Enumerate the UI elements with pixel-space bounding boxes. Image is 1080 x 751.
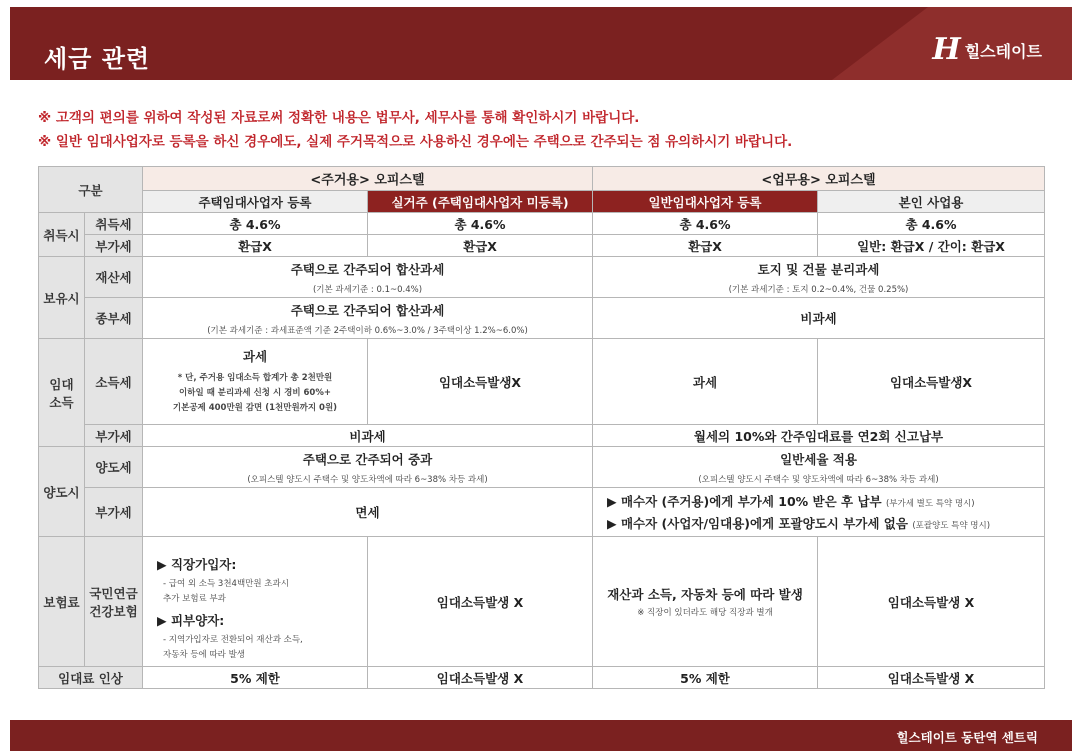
row-label-transfer-tax: 양도세	[85, 447, 143, 488]
cell-value: 임대소득발생X	[818, 339, 1045, 425]
employee-heading: ▶ 직장가입자:	[157, 557, 237, 572]
cell-text: 재산과 소득, 자동차 등에 따라 발생	[607, 587, 803, 602]
row-label-income-tax: 소득세	[85, 339, 143, 425]
cell-value: 총 4.6%	[593, 213, 818, 235]
header-residential: <주거용> 오피스텔	[143, 167, 593, 191]
row-label-acq-vat: 부가세	[85, 235, 143, 257]
page-title: 세금 관련	[44, 45, 151, 73]
cell-rent-vat-res: 비과세	[143, 425, 593, 447]
footer-text: 힐스테이트 동탄역 센트릭	[896, 730, 1038, 745]
cell-note: (기본 과세기준 : 과세표준액 기준 2주택이하 0.6%~3.0% / 3주택이상 1.2%~6.0%)	[207, 325, 528, 336]
cell-income-rental-registered	[143, 339, 368, 425]
sub-header-own-business: 본인 사업용	[818, 191, 1045, 213]
cell-text: 주택으로 간주되어 합산과세	[290, 302, 445, 318]
tax-table	[38, 166, 1045, 689]
cell-note: * 단, 주거용 임대소득 합계가 총 2천만원	[177, 373, 333, 383]
sub-header-owner-occupied: 실거주 (주택임대사업자 미등록)	[368, 191, 593, 213]
cell-comp-bus: 비과세	[593, 298, 1045, 339]
cell-text: 주택으로 간주되어 합산과세	[290, 261, 445, 277]
notice-1: ※ 고객의 편의를 위하여 작성된 자료로써 정확한 내용은 법무사, 세무사를 통해 확인하시기 바랍니다.	[38, 110, 640, 126]
group-rental-income: 임대 소득	[39, 339, 85, 447]
cell-value: 환급X	[593, 235, 818, 257]
brand-logo	[932, 32, 1042, 67]
header-business: <업무용> 오피스텔	[593, 167, 1045, 191]
cell-value: 임대소득발생X	[368, 339, 593, 425]
cell-property-bus	[593, 257, 1045, 298]
group-acquisition: 취득시	[39, 213, 85, 257]
row-label-property-tax: 재산세	[85, 257, 143, 298]
group-transfer: 양도시	[39, 447, 85, 537]
cell-note: 기본공제 400만원 감면 (1천만원까지 0원)	[172, 403, 338, 413]
cell-note: ※ 직장이 있더라도 해당 직장과 별개	[637, 608, 773, 618]
cell-note: (부가세 별도 특약 명시)	[885, 499, 975, 509]
row-label-pension-health: 국민연금 건강보험	[85, 537, 143, 667]
cell-insurance-general-rental	[593, 537, 818, 667]
group-holding: 보유시	[39, 257, 85, 339]
row-label-comprehensive-tax: 종부세	[85, 298, 143, 339]
logo-name: 힐스테이트	[964, 41, 1042, 61]
cell-value: 5% 제한	[593, 667, 818, 689]
cell-note: (오피스텔 양도시 주택수 및 양도차액에 따라 6~38% 차등 과세)	[698, 474, 939, 485]
cell-text: 일반세율 적용	[780, 451, 857, 467]
cell-text: ▶ 매수자 (사업자/임대용)에게 포괄양도시 부가세 없음	[607, 516, 908, 531]
cell-value: 일반: 환급X / 간이: 환급X	[818, 235, 1045, 257]
cell-transfer-vat-res: 면세	[143, 488, 593, 537]
sub-header-rental-registered: 주택임대사업자 등록	[143, 191, 368, 213]
cell-transfer-res	[143, 447, 593, 488]
buyer-residential-line	[607, 492, 1044, 510]
cell-transfer-vat-bus	[593, 488, 1045, 537]
cell-value: 임대소득발생 X	[818, 667, 1045, 689]
cell-text: 토지 및 건물 분리과세	[757, 261, 880, 277]
row-label-transfer-vat: 부가세	[85, 488, 143, 537]
cell-text: 과세	[242, 349, 268, 364]
row-label-acq-tax: 취득세	[85, 213, 143, 235]
row-label-rent-vat: 부가세	[85, 425, 143, 447]
group-insurance: 보험료	[39, 537, 85, 667]
cell-value: 총 4.6%	[143, 213, 368, 235]
logo-h-icon: H	[932, 32, 961, 67]
dependent-note: - 지역가입자로 전환되어 재산과 소득, 자동차 등에 따라 발생	[163, 635, 303, 660]
cell-property-res	[143, 257, 593, 298]
employee-note: - 급여 외 소득 3천4백만원 초과시 추가 보험료 부과	[163, 579, 289, 604]
cell-value: 임대소득발생 X	[368, 667, 593, 689]
buyer-business-line	[607, 514, 1044, 532]
cell-note: (오피스텔 양도시 주택수 및 양도차액에 따라 6~38% 차등 과세)	[247, 474, 488, 485]
cell-note: (기본 과세기준 : 토지 0.2~0.4%, 건물 0.25%)	[728, 284, 909, 295]
cell-value: 환급X	[368, 235, 593, 257]
cell-text: 주택으로 간주되어 중과	[302, 451, 433, 467]
cell-insurance-rental-registered	[143, 537, 368, 667]
cell-value: 총 4.6%	[818, 213, 1045, 235]
notice-2: ※ 일반 임대사업자로 등록을 하신 경우에도, 실제 주거목적으로 사용하신 경우에는 주택으로 간주되는 점 유의하시기 바랍니다.	[38, 134, 793, 150]
cell-value: 임대소득발생 X	[818, 537, 1045, 667]
cell-value: 총 4.6%	[368, 213, 593, 235]
sub-header-general-rental: 일반임대사업자 등록	[593, 191, 818, 213]
cell-transfer-bus	[593, 447, 1045, 488]
row-label-rent-increase: 임대료 인상	[39, 667, 143, 689]
cell-comp-res	[143, 298, 593, 339]
cell-note: (포괄양도 특약 명시)	[912, 521, 991, 531]
cell-value: 환급X	[143, 235, 368, 257]
cell-value: 임대소득발생 X	[368, 537, 593, 667]
dependent-heading: ▶ 피부양자:	[157, 613, 225, 628]
cell-value: 과세	[593, 339, 818, 425]
header-corner: 구분	[39, 167, 143, 213]
cell-note: 이하일 때 분리과세 신청 시 경비 60%+	[179, 388, 331, 398]
header-bar	[10, 7, 1072, 80]
cell-note: (기본 과세기준 : 0.1~0.4%)	[312, 284, 423, 295]
footer-bar	[10, 720, 1072, 751]
cell-text: ▶ 매수자 (주거용)에게 부가세 10% 받은 후 납부	[607, 494, 882, 509]
cell-rent-vat-bus: 월세의 10%와 간주임대료를 연2회 신고납부	[593, 425, 1045, 447]
cell-value: 5% 제한	[143, 667, 368, 689]
notice-list	[38, 106, 792, 154]
